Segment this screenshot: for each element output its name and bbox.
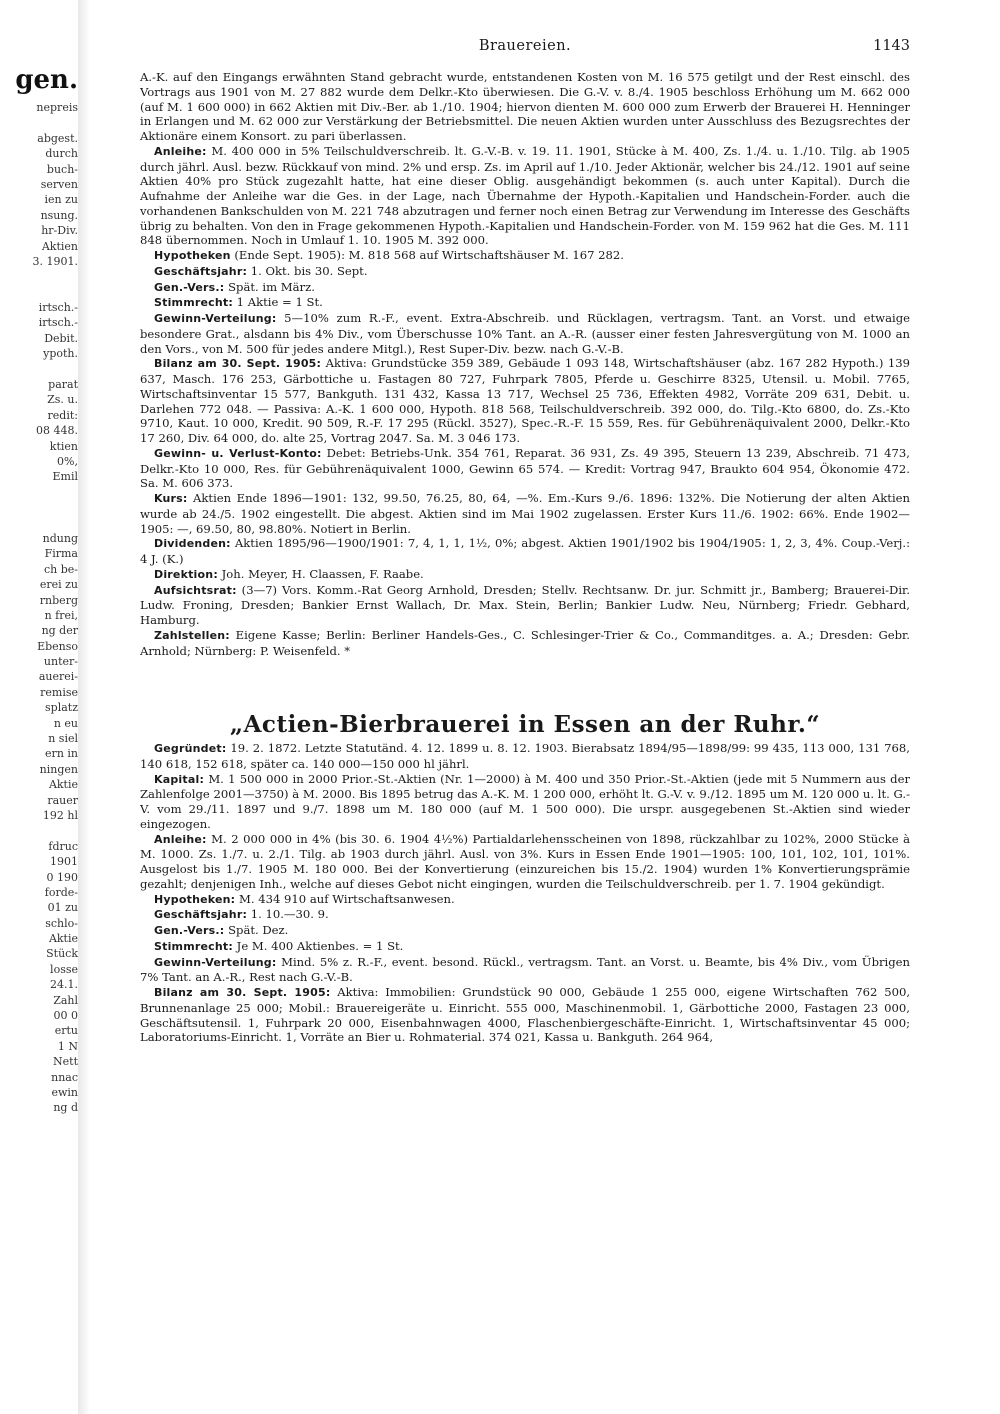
gutter-line <box>0 362 78 377</box>
entry-text: 19. 2. 1872. Letzte Statutänd. 4. 12. 1899 u. 8. 12. 1903. Bierabsatz 1894/95—1898/99: 99 435, 113 000, 131 768, 140 618, 152 618, später ca. 140 000—150 000 hl jährl. <box>140 741 910 771</box>
entry-text: 1. 10.—30. 9. <box>250 907 329 922</box>
entry-label: Gewinn-Verteilung: <box>154 955 277 969</box>
entry-paragraph <box>140 248 910 264</box>
entry-text: M. 1 500 000 in 2000 Prior.-St.-Aktien (Nr. 1—2000) à M. 400 und 350 Prior.-St.-Aktien (jede mit 5 Nummern aus der Zahlenfolge 2001—3750) à M. 2000. Bis 1895 betrug das A.-K. M. 1 200 000, erhöht lt. G.-V. v. 9./12. 1895 um M. 120 000 u. lt. G.-V. vom 29./11. 1897 und 9./7. 1898 um M. 180 000 (auf M. 1 500 000). Die urspr. ausgegebenen St.-Aktien sind wieder eingezogen. <box>140 771 910 831</box>
entry-text: 1 Aktie = 1 St. <box>236 295 323 310</box>
entry-label: Kurs: <box>154 492 188 505</box>
entry-text: Spät. im März. <box>228 279 315 294</box>
gutter-line <box>0 115 78 130</box>
entry-paragraph <box>140 955 910 986</box>
entry-paragraph <box>140 446 910 491</box>
entry-label: Stimmrecht: <box>154 296 233 310</box>
entry-label: Gewinn- u. Verlust-Konto: <box>154 446 322 460</box>
page-number: 1143 <box>873 38 910 54</box>
gutter-line: serven <box>40 177 78 191</box>
entry-text: Spät. Dez. <box>228 923 289 937</box>
gutter-line: ern in <box>45 747 78 761</box>
entry-paragraph <box>140 295 910 311</box>
section-title: „Actien-Bierbrauerei in Essen an der Ruhr.“ <box>229 711 821 739</box>
entry-label: Geschäftsjahr: <box>154 908 248 922</box>
gutter-line: 1 N <box>57 1039 78 1053</box>
gutter-line: 01 zu <box>47 901 78 915</box>
page-fold-shadow <box>78 0 90 1414</box>
entry-paragraph <box>140 280 910 296</box>
entries-section-2 <box>140 741 910 1045</box>
entry-label: Aufsichtsrat: <box>154 583 237 597</box>
entry-text: M. 2 000 000 in 4% (bis 30. 6. 1904 4½%) Partialdarlehensscheinen von 1898, rückzahlbar zu 102%, 2000 Stücke à M. 1000. Zs. 1./7. u. 2./1. Tilg. ab 1903 durch jährl. Ausl. von 3%. Kurs in Essen Ende 1901—1905: 100, 101, 102, 101, 101%. Ausgelost bis 1./7. 1905 M. 180 000. Bei der Konvertierung (einzureichen bis 15./2. 1904) wurden 1% Konvertierungsprämie gezahlt; denjenigen Inh., welche auf dieses Gebot nicht eingingen, wurden die Teilschuldverschreib. per 1. 7. 1904 gekündigt. <box>140 831 910 891</box>
gutter-line: Nett <box>53 1055 78 1069</box>
gutter-line: hr-Div. <box>41 224 78 238</box>
entry-paragraph <box>140 311 910 356</box>
gutter-line: Firma <box>44 547 78 561</box>
entry-paragraph <box>140 356 910 446</box>
entry-text: Aktien 1895/96—1900/1901: 7, 4, 1, 1, 1½, 0%; abgest. Aktien 1901/1902 bis 1904/1905: 1, 2, 3, 4%. Coup.-Verj.: 4 J. (K.) <box>140 536 910 566</box>
entry-label: Anleihe: <box>154 832 207 846</box>
gutter-line: irtsch.- <box>38 316 78 330</box>
gutter-line: nsung. <box>40 208 78 222</box>
gutter-line: ningen <box>39 762 78 776</box>
entry-paragraph <box>140 628 910 659</box>
entry-text: Aktiva: Grundstücke 359 389, Gebäude 1 093 148, Wirtschaftshäuser (abz. 167 282 Hypoth.) 139 637, Masch. 176 253, Gärbottiche u. Fastagen 80 727, Fuhrpark 7805, Pferde u. Geschirre 8325, Utensil. u. Mobil. 7765, Wirtschaftsinventar 15 577, Bankguth. 131 432, Kassa 13 717, Wechsel 25 736, Effekten 4982, Vorräte 209 631, Debit. u. Darlehen 772 048. — Passiva: A.-K. 1 600 000, Hypoth. 818 568, Teilschuldverschreib. 392 000, do. Tilg.-Kto 6800, do. Zs.-Kto 9710, Kaut. 10 000, Kredit. 90 509, R.-F. 17 295 (Rückl. 3527), Spec.-R.-F. 15 559, Res. für Gebührenäquivalent 2000, Delkr.-Kto 17 260, Div. 64 000, do. alte 25, Vortrag 2047. Sa. M. 3 046 173. <box>140 356 910 445</box>
gutter-line: ktien <box>49 439 78 453</box>
gutter-line: ypoth. <box>43 347 78 361</box>
gutter-line: n siel <box>48 732 78 746</box>
main-column <box>140 70 910 1410</box>
gutter-line: erei zu <box>39 578 78 592</box>
entry-paragraph <box>140 923 910 939</box>
entry-paragraph <box>140 741 910 772</box>
gutter-line: 0%, <box>57 454 78 468</box>
entry-label: Hypotheken <box>154 249 231 262</box>
entry-text: Eigene Kasse; Berlin: Berliner Handels-Ges., C. Schlesinger-Trier & Co., Commanditges. a. A.; Dresden: Gebr. Arnhold; Nürnberg: P. Weisenfeld. * <box>140 627 910 658</box>
entry-text: M. 434 910 auf Wirtschaftsanwesen. <box>238 891 455 906</box>
gutter-line <box>0 285 78 300</box>
gutter-line: redit: <box>47 408 78 422</box>
gutter-line: Aktien <box>41 239 78 253</box>
gutter-line: 3. 1901. <box>32 254 78 268</box>
entry-text: Aktiva: Immobilien: Grundstück 90 000, Gebäude 1 255 000, eigene Wirtschaften 762 500, Brunnenanlage 25 000; Mobil.: Brauereigeräte u. Einricht. 555 000, Maschinenmobil. 1, Gärbottiche 2000, Fastagen 23 000, Geschäftsutensil. 1, Fuhrpark 20 000, Eisenbahnwagen 4000, Flaschenbiergeschäfte-Einricht. 1, Wirtschaftsinventar 45 000; Laboratoriums-Einricht. 1, Vorräte an Bier u. Rohmaterial. 374 021, Kassa u. Bankguth. 264 964, <box>140 985 910 1045</box>
gutter-line: gen. <box>15 65 78 95</box>
gutter-line: Ebenso <box>37 639 78 653</box>
gutter-line: ewin <box>51 1086 78 1099</box>
gutter-line: n frei, <box>44 608 78 622</box>
entry-paragraph <box>140 567 910 583</box>
left-page-fragment <box>0 60 78 1414</box>
gutter-line: forde- <box>44 885 78 899</box>
entry-text: M. 400 000 in 5% Teilschuldverschreib. lt. G.-V.-B. v. 19. 11. 1901, Stücke à M. 400, Zs. 1./4. u. 1./10. Tilg. ab 1905 durch jährl. Ausl. bezw. Rückkauf von mind. 2% und ersp. Zs. im April auf 1./10. Jeder Aktionär, welcher bis 24./12. 1901 auf seine Aktien 40% pro Stück zugezahlt hatte, hat eine dieser Oblig. ausgehändigt bekommen (s. auch unter Kapital). Durch die Aufnahme der Anleihe war die Ges. in der Lage, nach Übernahme der Hypoth.-Kapitalien und Handschein-Forder. auch die vorhandenen Bankschulden von M. 221 748 abzutragen und ferner noch einen Betrag zur Verwendung im Interesse des Geschäfts übrig zu behalten. Von den in Frage gekommenen Hypoth.-Kapitalien und Handschein-Forder. von M. 159 962 hat die Ges. M. 111 848 übernommen. Noch in Umlauf 1. 10. 1905 M. 392 000. <box>140 143 910 248</box>
entry-paragraph <box>140 144 910 248</box>
entry-label: Gewinn-Verteilung: <box>154 312 277 325</box>
entry-paragraph <box>140 491 910 536</box>
entry-label: Zahlstellen: <box>154 628 230 642</box>
gutter-line: buch- <box>46 162 78 176</box>
entry-label: Hypotheken: <box>154 892 236 906</box>
entry-text: Mind. 5% z. R.-F., event. besond. Rückl., vertragsm. Tant. an Vorst. u. Beamte, bis 4% Div., vom Übrigen 7% Tant. an A.-R., Rest nach G.-V.-B. <box>140 954 910 985</box>
gutter-line <box>0 485 78 500</box>
entry-label: Gen.-Vers.: <box>154 280 225 294</box>
entry-label: Bilanz am 30. Sept. 1905: <box>154 357 322 371</box>
gutter-line: 24.1. <box>50 978 78 992</box>
gutter-line: nepreis <box>36 101 78 114</box>
gutter-line: Emil <box>52 470 78 484</box>
page-header <box>140 38 910 62</box>
entry-text: Joh. Meyer, H. Claassen, F. Raabe. <box>221 566 424 581</box>
gutter-line: losse <box>50 962 78 976</box>
gutter-line: 08 448. <box>36 424 78 438</box>
gutter-line: rnberg <box>39 593 78 607</box>
gutter-line <box>0 823 78 838</box>
gutter-line: abgest. <box>37 131 78 145</box>
entry-paragraph <box>140 892 910 908</box>
gutter-line: 1901 <box>50 855 78 869</box>
gutter-line: rauer <box>47 793 78 807</box>
entry-label: Stimmrecht: <box>154 939 233 953</box>
gutter-line: nnac <box>51 1070 78 1084</box>
gutter-line: splatz <box>45 701 78 715</box>
gutter-line: Stück <box>46 947 78 961</box>
entry-paragraph <box>140 536 910 567</box>
gutter-line: unter- <box>43 655 78 669</box>
gutter-line: 00 0 <box>53 1009 78 1023</box>
gutter-line: Zahl <box>53 993 78 1007</box>
gutter-line <box>0 500 78 515</box>
gutter-line: fdruc <box>48 839 78 853</box>
gutter-line: Aktie <box>48 932 78 946</box>
gutter-line: ertu <box>54 1024 78 1038</box>
gutter-line: parat <box>48 378 78 392</box>
entry-label: Dividenden: <box>154 537 231 551</box>
entry-text: 5—10% zum R.-F., event. Extra-Abschreib. und Rücklagen, vertragsm. Tant. an Vorst. und etwaige besondere Grat., alsdann bis 4% Div., vom Überschusse 10% Tant. an A.-R. (ausser einer festen Jahresvergütung von M. 1000 an den Vors., von M. 500 für jedes andere Mitgl.), Rest Super-Div. bezw. nach G.-V.-B. <box>140 311 910 356</box>
intro-paragraph: A.-K. auf den Eingangs erwähnten Stand gebracht wurde, entstandenen Kosten von M. 16 575 getilgt und der Rest einschl. des Vortrags aus 1901 von M. 27 882 wurde dem Delkr.-Kto überwiesen. Die G.-V. v. 8./4. 1905 beschloss Erhöhung um M. 662 000 (auf M. 1 600 000) in 662 Aktien mit Div.-Ber. ab 1./10. 1904; hiervon dienten M. 600 000 zum Erwerb der Brauerei H. Henninger in Erlangen und M. 62 000 zur Verstärkung der Betriebsmittel. Die neuen Aktien wurden unter Ausschluss des Bezugsrechtes der Aktionäre einem Konsort. zu pari überlassen. <box>140 70 910 143</box>
entry-paragraph <box>140 583 910 628</box>
entry-label: Kapital: <box>154 772 205 786</box>
running-title: Brauereien. <box>478 38 572 54</box>
gutter-line: ng der <box>41 624 78 638</box>
entry-text: (3—7) Vors. Komm.-Rat Georg Arnhold, Dresden; Stellv. Rechtsanw. Dr. jur. Schmitt jr., Bamberg; Brauerei-Dir. Ludw. Froning, Dresden; Bankier Ernst Wallach, Dr. Max. Stein, Berlin; Bankier Ludw. Neu, Nürnberg; Friedr. Gebhard, Hamburg. <box>140 582 910 627</box>
entry-paragraph <box>140 985 910 1045</box>
entry-paragraph <box>140 772 910 832</box>
entry-label: Bilanz am 30. Sept. 1905: <box>154 986 331 999</box>
entry-paragraph <box>140 832 910 892</box>
gutter-line: Aktie <box>48 778 78 792</box>
gutter-line: ndung <box>42 531 78 545</box>
gutter-line: ng d <box>53 1101 78 1115</box>
entries-section-1 <box>140 144 910 659</box>
gutter-line: schlo- <box>45 916 78 930</box>
gutter-line: ien zu <box>44 193 78 207</box>
entry-text: Debet: Betriebs-Unk. 354 761, Reparat. 36 931, Zs. 49 395, Steuern 13 239, Abschreib. 71 473, Delkr.-Kto 10 000, Res. für Gebührenäquivalent 1000, Gewinn 65 574. — Kredit: Vortrag 947, Braukto 604 954, Ökonomie 472. Sa. M. 606 373. <box>140 445 910 491</box>
entry-label: Gegründet: <box>154 742 227 755</box>
entry-label: Geschäftsjahr: <box>154 264 248 278</box>
entry-paragraph <box>140 264 910 280</box>
gutter-line <box>0 516 78 531</box>
entry-text: (Ende Sept. 1905): M. 818 568 auf Wirtschaftshäuser M. 167 282. <box>234 248 624 262</box>
gutter-line: 192 hl <box>42 808 78 822</box>
entry-label: Direktion: <box>154 567 218 581</box>
entry-label: Anleihe: <box>154 144 207 158</box>
gutter-line: Debit. <box>44 331 78 345</box>
entry-paragraph <box>140 907 910 923</box>
gutter-line: durch <box>45 147 78 161</box>
gutter-line <box>0 269 78 284</box>
entry-text: Aktien Ende 1896—1901: 132, 99.50, 76.25, 80, 64, —%. Em.-Kurs 9./6. 1896: 132%. Die Notierung der alten Aktien wurde ab 24./5. 1902 eingestellt. Die abgest. Aktien sind im Mai 1902 zugelassen. Erster Kurs 11./6. 1902: 66%. Ende 1902—1905: —, 69.50, 80, 98.80%. Notiert in Berlin. <box>140 491 910 536</box>
entry-label: Gen.-Vers.: <box>154 924 225 937</box>
gutter-line: ch be- <box>43 562 78 576</box>
gutter-line: Zs. u. <box>47 393 78 407</box>
gutter-line: n eu <box>53 716 78 730</box>
entry-text: 1. Okt. bis 30. Sept. <box>250 263 368 278</box>
entry-paragraph <box>140 939 910 955</box>
gutter-line: irtsch.- <box>38 301 78 315</box>
gutter-line: 0 190 <box>46 870 78 884</box>
gutter-line: remise <box>40 685 78 699</box>
gutter-line: auerei- <box>38 670 78 684</box>
entry-text: Je M. 400 Aktienbes. = 1 St. <box>236 938 404 953</box>
